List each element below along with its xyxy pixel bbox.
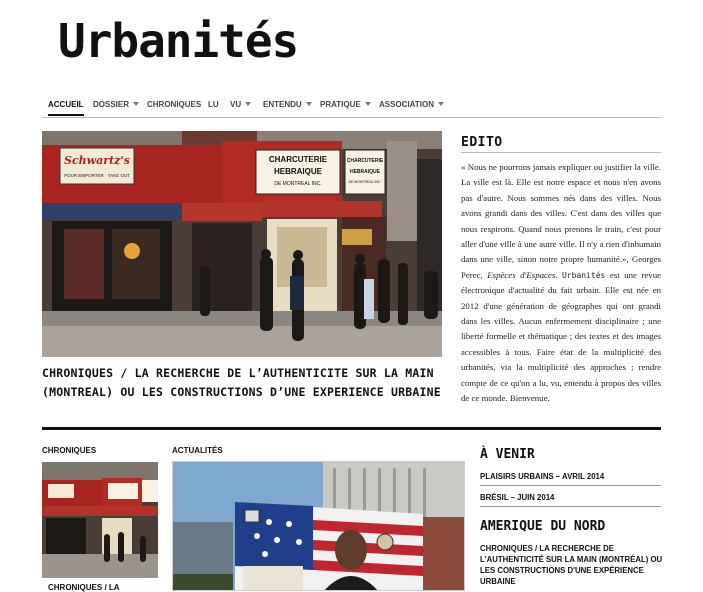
site-logo[interactable]: Urbanités bbox=[58, 14, 299, 68]
edito-text-part: est une revue électronique d'actualité du fait urbain. Elle est née en 2012 d'une génération de géographes qui ont grandi dans les villes. Aucun enfermement disciplinaire ; une liberté formelle et thématique ; des textes et des images accessibles à tous. Faire état de la multiplicité des urbanités, via la multiplicité des approches ; rendre compte de ce qu'on a lu, vu, entendu à propos des villes de ce monde. Bienvenue. bbox=[461, 269, 662, 404]
chevron-down-icon bbox=[438, 102, 444, 106]
edito-text bbox=[461, 160, 661, 407]
chroniques-label: CHRONIQUES bbox=[42, 446, 97, 455]
avenir-divider bbox=[480, 485, 661, 486]
edito-brand-name: Urbanités bbox=[562, 270, 606, 280]
edito-text-part: . bbox=[555, 269, 563, 280]
nav-association[interactable] bbox=[379, 100, 444, 109]
chevron-down-icon bbox=[306, 102, 312, 106]
avenir-divider bbox=[480, 506, 661, 507]
nav-association-label: ASSOCIATION bbox=[379, 100, 434, 109]
nav-dossier[interactable] bbox=[93, 100, 139, 109]
svg-text:HEBRAIQUE: HEBRAIQUE bbox=[349, 169, 381, 175]
nav-chroniques-label: CHRONIQUES bbox=[147, 100, 202, 109]
avenir-item-plaisirs[interactable]: PLAISIRS URBAINS – AVRIL 2014 bbox=[480, 472, 605, 481]
section-divider bbox=[42, 427, 661, 430]
main-nav bbox=[42, 95, 661, 118]
amerique-heading: AMERIQUE DU NORD bbox=[480, 519, 606, 534]
nav-vu[interactable] bbox=[230, 100, 251, 109]
hero-article-title[interactable]: CHRONIQUES / LA RECHERCHE DE L’AUTHENTICITE SUR LA MAIN (MONTREAL) OU LES CONSTRUCTIONS D’UNE EXPERIENCE URBAINE bbox=[42, 366, 441, 399]
sign-left: Schwartz's bbox=[64, 154, 130, 167]
nav-accueil[interactable] bbox=[48, 100, 84, 116]
chevron-down-icon bbox=[245, 102, 251, 106]
nav-dossier-label: DOSSIER bbox=[93, 100, 130, 109]
edito-text-part: « Nous ne pourrons jamais expliquer ou justifier la ville. La ville est là. Elle est notre espace et nous n'en avons pas d'autre. Nous sommes nés dans des villes. Nous avons grandi dans des villes. C'est dans des villes que nous respirons. Quand nous prenons le train, c'est pour aller d'une ville à une autre ville. Il n'y a rien d'inhumain dans une ville, sinon notre propre humanité.», Georges Perec, bbox=[461, 162, 661, 280]
chevron-down-icon bbox=[365, 102, 371, 106]
amerique-article-link[interactable]: CHRONIQUES / LA RECHERCHE DE L'AUTHENTICITÉ SUR LA MAIN (MONTRÉAL) OU LES CONSTRUCTIONS D'UNE EXPÉRIENCE URBAINE bbox=[480, 544, 663, 586]
avenir-item-bresil[interactable]: BRÉSIL – JUIN 2014 bbox=[480, 493, 555, 502]
nav-lu-label: LU bbox=[208, 100, 219, 109]
nav-entendu[interactable] bbox=[263, 100, 312, 109]
svg-text:HEBRAIQUE: HEBRAIQUE bbox=[273, 167, 323, 176]
svg-text:CHARCUTERIE: CHARCUTERIE bbox=[346, 158, 384, 164]
nav-pratique[interactable] bbox=[320, 100, 371, 109]
actualites-image[interactable] bbox=[172, 461, 465, 591]
edito-book-title: Espèces d'Espaces bbox=[487, 269, 556, 280]
chroniques-thumbnail[interactable] bbox=[42, 462, 158, 578]
hero-image[interactable] bbox=[42, 131, 442, 357]
svg-text:DE MONTREAL INC.: DE MONTREAL INC. bbox=[348, 180, 382, 184]
edito-divider bbox=[461, 152, 661, 153]
nav-vu-label: VU bbox=[230, 100, 242, 109]
nav-pratique-label: PRATIQUE bbox=[320, 100, 361, 109]
storefront-thumbnail bbox=[42, 462, 158, 578]
edito-heading: EDITO bbox=[461, 135, 503, 150]
avenir-heading: À VENIR bbox=[480, 447, 535, 462]
svg-text:DE MONTREAL INC.: DE MONTREAL INC. bbox=[274, 181, 322, 187]
nav-chroniques[interactable] bbox=[147, 100, 201, 109]
actualites-label: ACTUALITÉS bbox=[172, 446, 223, 455]
svg-text:CHARCUTERIE: CHARCUTERIE bbox=[268, 155, 328, 164]
mural-photo bbox=[173, 462, 465, 591]
nav-lu[interactable] bbox=[208, 100, 219, 109]
nav-accueil-label: ACCUEIL bbox=[48, 100, 84, 109]
sign-left-sub: POUR EMPORTER · TAKE OUT bbox=[64, 173, 130, 178]
chevron-down-icon bbox=[133, 102, 139, 106]
storefront-photo bbox=[42, 131, 442, 357]
chroniques-caption[interactable]: CHRONIQUES / LA bbox=[48, 583, 120, 592]
nav-entendu-label: ENTENDU bbox=[263, 100, 302, 109]
